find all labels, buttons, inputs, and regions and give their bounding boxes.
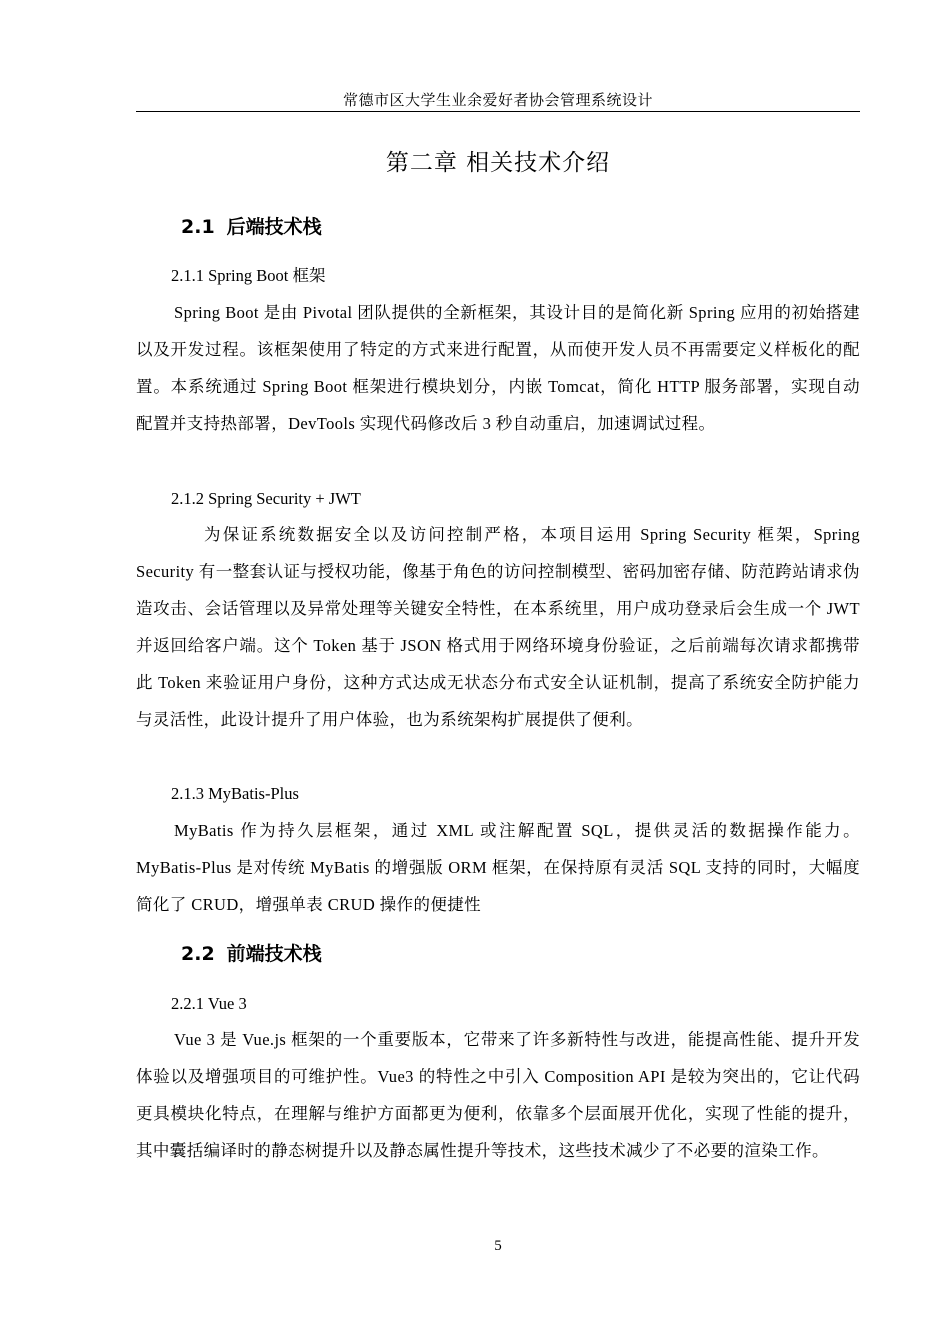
section-heading-2-2 [181,940,322,968]
section-number: 2.2 [181,943,215,965]
paragraph-mybatis-plus: MyBatis 作为持久层框架，通过 XML 或注解配置 SQL，提供灵活的数据操作能力。MyBatis-Plus 是对传统 MyBatis 的增强版 ORM 框架，在保持原有灵活 SQL 支持的同时，大幅度简化了 CRUD，增强单表 CRUD 操作的便捷性 [136,821,860,914]
chapter-title: 第二章 相关技术介绍 [385,150,611,176]
subsection-heading-2-2-1: 2.2.1 Vue 3 [171,994,247,1013]
section-title: 前端技术栈 [226,943,322,965]
header-rule [136,111,860,112]
page-number: 5 [494,1238,502,1254]
section-heading-2-1 [181,213,322,241]
paragraph-spring-boot: Spring Boot 是由 Pivotal 团队提供的全新框架，其设计目的是简化新 Spring 应用的初始搭建以及开发过程。该框架使用了特定的方式来进行配置，从而使开发人员不再需要定义样板化的配置。本系统通过 Spring Boot 框架进行模块划分，内嵌 Tomcat，简化 HTTP 服务部署，实现自动配置并支持热部署，DevTools 实现代码修改后 3 秒自动重启，加速调试过程。 [136,303,860,433]
running-header: 常德市区大学生业余爱好者协会管理系统设计 [342,93,653,109]
paragraph-spring-security: 为保证系统数据安全以及访问控制严格，本项目运用 Spring Security 框架，Spring Security 有一整套认证与授权功能，像基于角色的访问控制模型、密码加密存储、防范跨站请求伪造攻击、会话管理以及异常处理等关键安全特性，在本系统里，用户成功登录后会生成一个 JWT 并返回给客户端。这个 Token 基于 JSON 格式用于网络环境身份验证，之后前端每次请求都携带此 Token 来验证用户身份，这种方式达成无状态分布式安全认证机制，提高了系统安全防护能力与灵活性，此设计提升了用户体验，也为系统架构扩展提供了便利。 [136,525,860,729]
subsection-heading-2-1-1: 2.1.1 Spring Boot 框架 [171,266,326,285]
paragraph-vue3: Vue 3 是 Vue.js 框架的一个重要版本，它带来了许多新特性与改进，能提高性能、提升开发体验以及增强项目的可维护性。Vue3 的特性之中引入 Composition API 是较为突出的，它让代码更具模块化特点，在理解与维护方面都更为便利，依靠多个层面展开优化，实现了性能的提升，其中囊括编译时的静态树提升以及静态属性提升等技术，这些技术减少了不必要的渲染工作。 [136,1030,860,1160]
section-number: 2.1 [181,216,215,238]
subsection-heading-2-1-2: 2.1.2 Spring Security + JWT [171,489,361,508]
subsection-heading-2-1-3: 2.1.3 MyBatis-Plus [171,784,299,803]
section-title: 后端技术栈 [226,216,322,238]
